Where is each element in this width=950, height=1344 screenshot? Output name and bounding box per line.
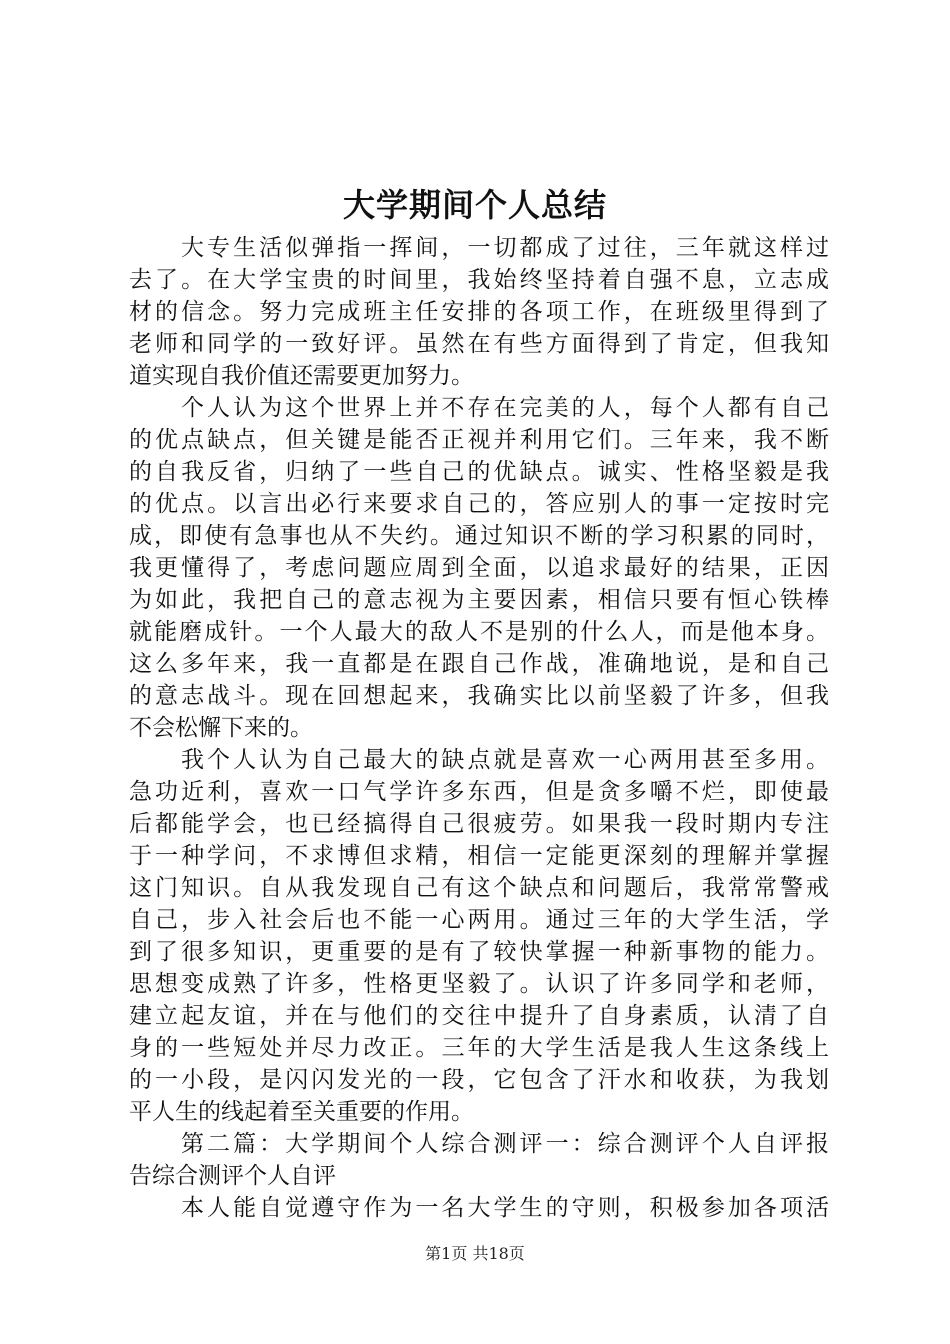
body-line: 的一小段，是闪闪发光的一段，它包含了汗水和收获，为我划 (129, 1067, 829, 1093)
body-line: 就能磨成针。一个人最大的敌人不是别的什么人，而是他本身。 (129, 619, 829, 645)
body-line: 材的信念。努力完成班主任安排的各项工作，在班级里得到了 (129, 299, 829, 325)
body-line: 自己，步入社会后也不能一心两用。通过三年的大学生活，学 (129, 907, 829, 933)
body-line: 的自我反省，归纳了一些自己的优缺点。诚实、性格坚毅是我 (129, 459, 829, 485)
body-line: 为如此，我把自己的意志视为主要因素，相信只要有恒心铁棒 (129, 587, 829, 613)
body-line: 道实现自我价值还需要更加努力。 (129, 363, 474, 389)
body-line: 我个人认为自己最大的缺点就是喜欢一心两用甚至多用。 (181, 747, 829, 773)
body-line: 到了很多知识，更重要的是有了较快掌握一种新事物的能力。 (129, 939, 829, 965)
section-heading-line: 告综合测评个人自评 (129, 1163, 336, 1189)
document-body (129, 232, 829, 1224)
body-line: 后都能学会，也已经搞得自己很疲劳。如果我一段时期内专注 (129, 811, 829, 837)
body-line: 大专生活似弹指一挥间，一切都成了过往，三年就这样过 (181, 235, 829, 261)
section-heading-line: 第二篇：大学期间个人综合测评一：综合测评个人自评报 (181, 1131, 829, 1157)
page-number-footer: 第1页 共18页 (425, 1244, 525, 1263)
body-line: 去了。在大学宝贵的时间里，我始终坚持着自强不息，立志成 (129, 267, 829, 293)
document-title: 大学期间个人总结 (342, 186, 607, 224)
body-line: 的意志战斗。现在回想起来，我确实比以前坚毅了许多，但我 (129, 683, 829, 709)
body-line: 建立起友谊，并在与他们的交往中提升了自身素质，认清了自 (129, 1003, 829, 1029)
body-line: 的优点。以言出必行来要求自己的，答应别人的事一定按时完 (129, 491, 829, 517)
body-line: 这么多年来，我一直都是在跟自己作战，准确地说，是和自己 (129, 651, 829, 677)
body-line: 我更懂得了，考虑问题应周到全面，以追求最好的结果，正因 (129, 555, 829, 581)
body-line: 这门知识。自从我发现自己有这个缺点和问题后，我常常警戒 (129, 875, 829, 901)
body-line: 急功近利，喜欢一口气学许多东西，但是贪多嚼不烂，即使最 (129, 779, 829, 805)
body-line: 个人认为这个世界上并不存在完美的人，每个人都有自己 (181, 395, 829, 421)
body-line: 身的一些短处并尽力改正。三年的大学生活是我人生这条线上 (129, 1035, 829, 1061)
body-line: 成，即使有急事也从不失约。通过知识不断的学习积累的同时， (129, 523, 829, 549)
body-line: 思想变成熟了许多，性格更坚毅了。认识了许多同学和老师， (129, 971, 829, 997)
body-line: 老师和同学的一致好评。虽然在有些方面得到了肯定，但我知 (129, 331, 829, 357)
body-line: 的优点缺点，但关键是能否正视并利用它们。三年来，我不断 (129, 427, 829, 453)
body-line: 于一种学问，不求博但求精，相信一定能更深刻的理解并掌握 (129, 843, 829, 869)
body-line: 平人生的线起着至关重要的作用。 (129, 1099, 474, 1125)
body-line: 本人能自觉遵守作为一名大学生的守则，积极参加各项活 (181, 1195, 829, 1221)
body-line: 不会松懈下来的。 (129, 715, 313, 741)
